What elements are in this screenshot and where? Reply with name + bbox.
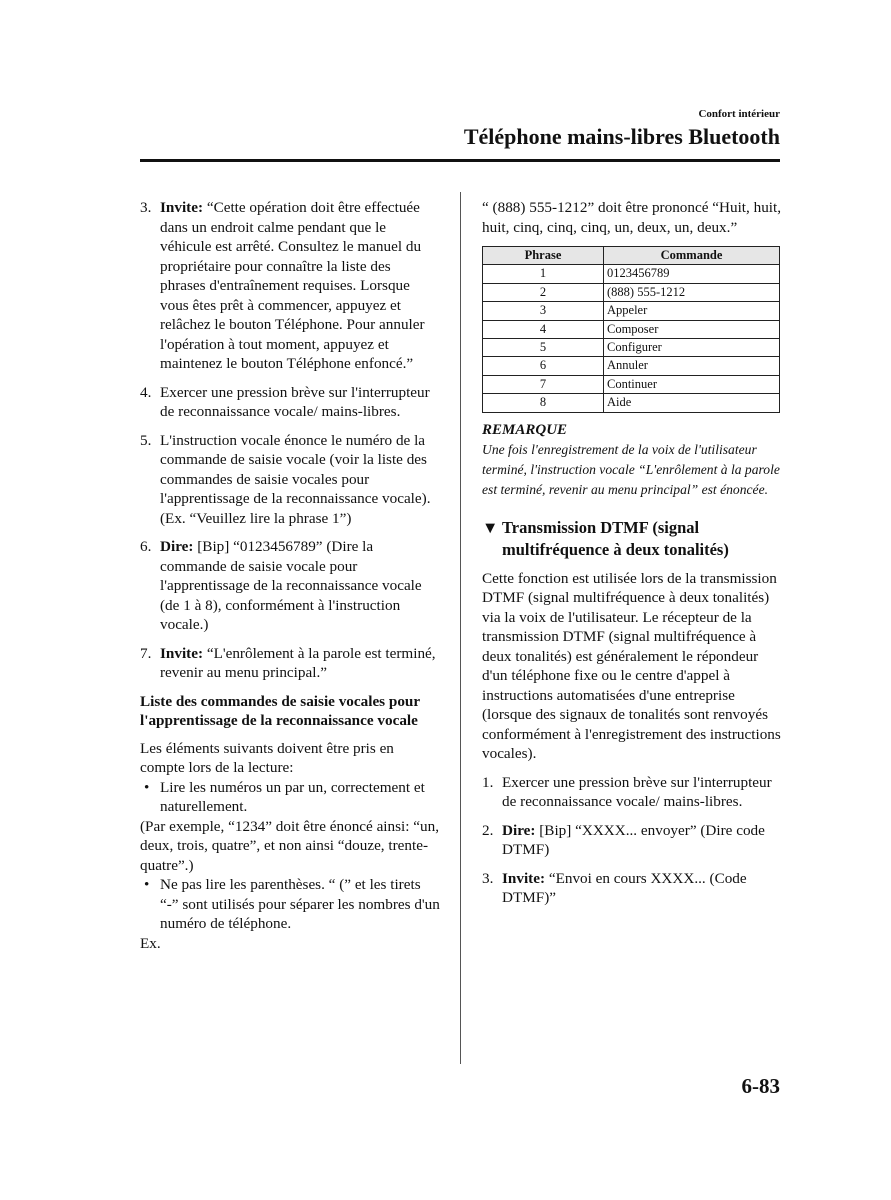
header-rule [140,159,780,162]
command-cell: Continuer [604,375,780,393]
command-cell: Aide [604,394,780,412]
phrase-cell: 5 [483,339,604,357]
triangle-down-icon: ▼ [482,517,499,537]
dtmf-section-heading [482,517,782,561]
step-number: 1. [482,773,494,791]
bullet-item [140,875,440,934]
step-list [140,198,440,683]
step-text: “Envoi en cours XXXX... (Code DTMF)” [502,869,747,907]
phrase-cell: 6 [483,357,604,375]
step-text: “Cette opération doit être effectuée dans un endroit calme pendant que le véhicule est arrêté. Consultez le manuel du propriétaire pour connaître la liste des phrases d'entraînement requises. Lorsque vous êtes prêt à commencer, appuyez et relâchez le bouton Téléphone. Pour annuler l'opération à tout moment, appuyez et maintenez le bouton Téléphone enfoncé.” [160,199,425,372]
example-continued: “ (888) 555-1212” doit être prononcé “Huit, huit, huit, cinq, cinq, cinq, un, deux, un, deux.” [482,199,782,236]
step-text: Exercer une pression brève sur l'interrupteur de reconnaissance vocale/ mains-libres. [160,383,430,420]
step-number: 3. [482,869,494,887]
step-number: 3. [140,199,152,216]
column-header-commande: Commande [604,247,780,265]
command-cell: 0123456789 [604,265,780,283]
step-number: 2. [482,821,494,839]
step-text: [Bip] “XXXX... envoyer” (Dire code DTMF) [502,821,765,859]
step-7 [140,644,440,683]
step-number: 7. [140,644,152,662]
column-divider [460,192,461,1064]
step-text: Exercer une pression brève sur l'interrupteur de reconnaissance vocale/ mains-libres. [502,773,772,811]
step-number: 5. [140,431,152,449]
dtmf-step-2 [482,821,782,860]
note-body: Une fois l'enregistrement de la voix de l'utilisateur terminé, l'instruction vocale “L'enrôlement à la parole est terminé, revenir au menu principal” est énoncée. [482,441,780,497]
column-header-phrase: Phrase [483,247,604,265]
command-cell: Composer [604,320,780,338]
dtmf-paragraph: Cette fonction est utilisée lors de la transmission DTMF (signal multifréquence à deux tonalités) via la voix de l'utilisateur. Le récepteur de la transmission DTMF (signal multifréquence à deux tonalités) est généralement le répondeur d'un téléphone fixe ou le centre d'appel à instructions automatisées d'une entreprise (lorsque des signaux de tonalités sont renvoyés conformément à l'enregistrement des instructions vocales). [482,569,781,763]
table-header-row [483,247,780,265]
right-column [482,198,782,917]
step-5 [140,431,440,529]
table-row [483,283,780,301]
phrase-cell: 7 [483,375,604,393]
step-lead: Dire: [502,821,536,839]
command-cell: Configurer [604,339,780,357]
dtmf-step-3 [482,869,782,908]
example-text: (Par exemple, “1234” doit être énoncé ainsi: “un, deux, trois, quatre”, et non ainsi “douze, trente-quatre”.) [140,817,439,874]
command-cell: Annuler [604,357,780,375]
step-text: L'instruction vocale énonce le numéro de la commande de saisie vocale (voir la liste des commandes de saisie vocales pour l'apprentissage de la reconnaissance vocale). (Ex. “Veuillez lire la phrase 1”) [160,431,431,527]
bullet-icon: • [144,778,150,796]
command-cell: (888) 555-1212 [604,283,780,301]
intro-text: Les éléments suivants doivent être pris en compte lors de la lecture: [140,739,394,776]
bullet-item [140,778,440,817]
phrase-cell: 3 [483,302,604,320]
table-row [483,394,780,412]
phrase-cell: 4 [483,320,604,338]
step-lead: Dire: [160,538,194,555]
table-row [483,302,780,320]
step-lead: Invite: [502,869,546,887]
table-row [483,320,780,338]
step-lead: Invite: [160,644,204,662]
step-text: [Bip] “0123456789” (Dire la commande de saisie vocale pour l'apprentissage de la reconnaissance vocale (de 1 à 8), conformément à l'instruction vocale.) [160,538,422,633]
section-label: Confort intérieur [698,108,780,120]
bullet-text: Lire les numéros un par un, correctement et naturellement. [160,778,425,815]
dtmf-step-list [482,773,782,908]
command-table [482,246,780,413]
list-heading: Liste des commandes de saisie vocales pour l'apprentissage de la reconnaissance vocale [140,692,420,729]
phrase-cell: 8 [483,394,604,412]
section-title: Transmission DTMF (signal multifréquence à deux tonalités) [502,517,729,559]
step-6 [140,537,440,635]
step-lead: Invite: [160,199,204,216]
bullet-icon: • [144,876,150,893]
table-row [483,375,780,393]
command-cell: Appeler [604,302,780,320]
step-number: 4. [140,383,152,401]
left-column [140,198,440,962]
page-title: Téléphone mains-libres Bluetooth [463,124,780,149]
note-heading: REMARQUE [482,421,568,438]
step-text: “L'enrôlement à la parole est terminé, revenir au menu principal.” [160,644,436,681]
step-4 [140,383,440,422]
table-row [483,265,780,283]
bullet-text: Ne pas lire les parenthèses. “ (” et les tirets “-” sont utilisés pour séparer les nombres d'un numéro de téléphone. [160,876,440,932]
table-row [483,357,780,375]
dtmf-step-1 [482,773,782,812]
step-number: 6. [140,538,152,555]
table-row [483,339,780,357]
phrase-cell: 1 [483,265,604,283]
step-3 [140,198,440,374]
phrase-cell: 2 [483,283,604,301]
page-number: 6-83 [741,1074,780,1098]
example-label: Ex. [140,934,161,952]
